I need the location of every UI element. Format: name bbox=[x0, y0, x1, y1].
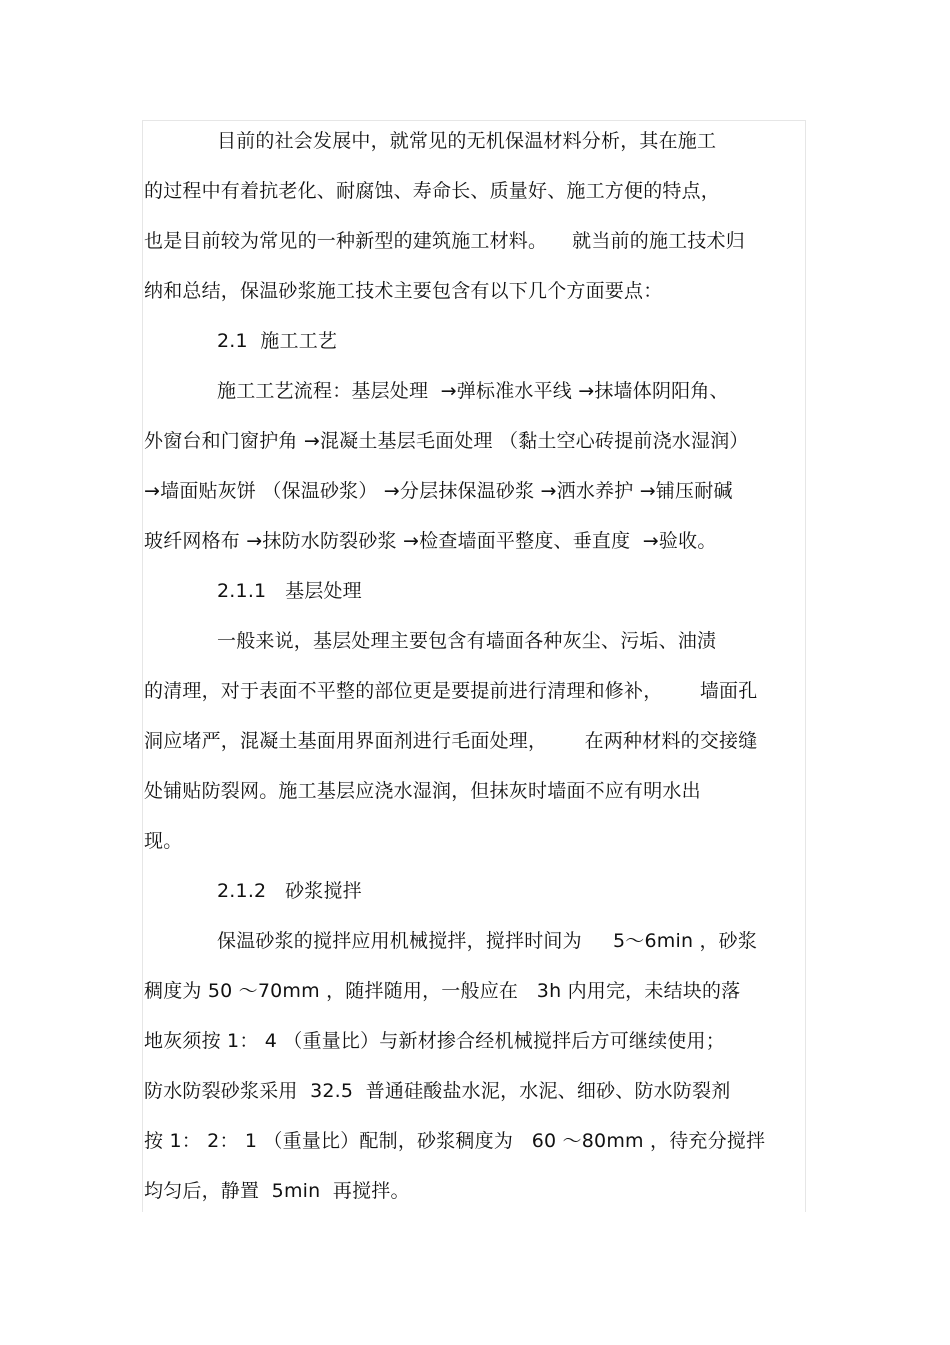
paragraph-line: 洞应堵严，混凝土基面用界面剂进行毛面处理， 在两种材料的交接缝 bbox=[144, 730, 758, 752]
paragraph-line: 按 1： 2： 1 （重量比）配制，砂浆稠度为 60 ～80mm ，待充分搅拌 bbox=[144, 1130, 766, 1152]
section-heading: 2.1.1 基层处理 bbox=[217, 580, 362, 602]
section-heading: 2.1.2 砂浆搅拌 bbox=[217, 880, 362, 902]
paragraph-line: 外窗台和门窗护角 →混凝土基层毛面处理 （黏土空心砖提前浇水湿润） bbox=[144, 430, 749, 452]
paragraph-line: 目前的社会发展中，就常见的无机保温材料分析，其在施工 bbox=[217, 130, 717, 152]
paragraph-line: 的过程中有着抗老化、耐腐蚀、寿命长、质量好、施工方便的特点， bbox=[144, 180, 721, 202]
paragraph-line: 现。 bbox=[144, 830, 183, 852]
paragraph-line: 保温砂浆的搅拌应用机械搅拌，搅拌时间为 5～6min ，砂浆 bbox=[217, 930, 758, 952]
paragraph-line: 的清理，对于表面不平整的部位更是要提前进行清理和修补， 墙面孔 bbox=[144, 680, 758, 702]
paragraph-line: 也是目前较为常见的一种新型的建筑施工材料。 就当前的施工技术归 bbox=[144, 230, 745, 252]
paragraph-line: 稠度为 50 ～70mm ，随拌随用，一般应在 3h 内用完，未结块的落 bbox=[144, 980, 741, 1002]
paragraph-line: 纳和总结，保温砂浆施工技术主要包含有以下几个方面要点： bbox=[144, 280, 663, 302]
section-heading: 2.1 施工工艺 bbox=[217, 330, 338, 352]
paragraph-line: 一般来说，基层处理主要包含有墙面各种灰尘、污垢、油渍 bbox=[217, 630, 717, 652]
paragraph-line: 施工工艺流程：基层处理 →弹标准水平线 →抹墙体阴阳角、 bbox=[217, 380, 729, 402]
paragraph-line: 地灰须按 1： 4 （重量比）与新材掺合经机械搅拌后方可继续使用； bbox=[144, 1030, 725, 1052]
paragraph-line: 玻纤网格布 →抹防水防裂砂浆 →检查墙面平整度、垂直度 →验收。 bbox=[144, 530, 717, 552]
paragraph-line: 防水防裂砂浆采用 32.5 普通硅酸盐水泥，水泥、细砂、防水防裂剂 bbox=[144, 1080, 731, 1102]
paragraph-line: 均匀后，静置 5min 再搅拌。 bbox=[144, 1180, 410, 1202]
paragraph-line: 处铺贴防裂网。施工基层应浇水湿润，但抹灰时墙面不应有明水出 bbox=[144, 780, 701, 802]
paragraph-line: →墙面贴灰饼 （保温砂浆） →分层抹保温砂浆 →洒水养护 →铺压耐碱 bbox=[144, 480, 733, 502]
